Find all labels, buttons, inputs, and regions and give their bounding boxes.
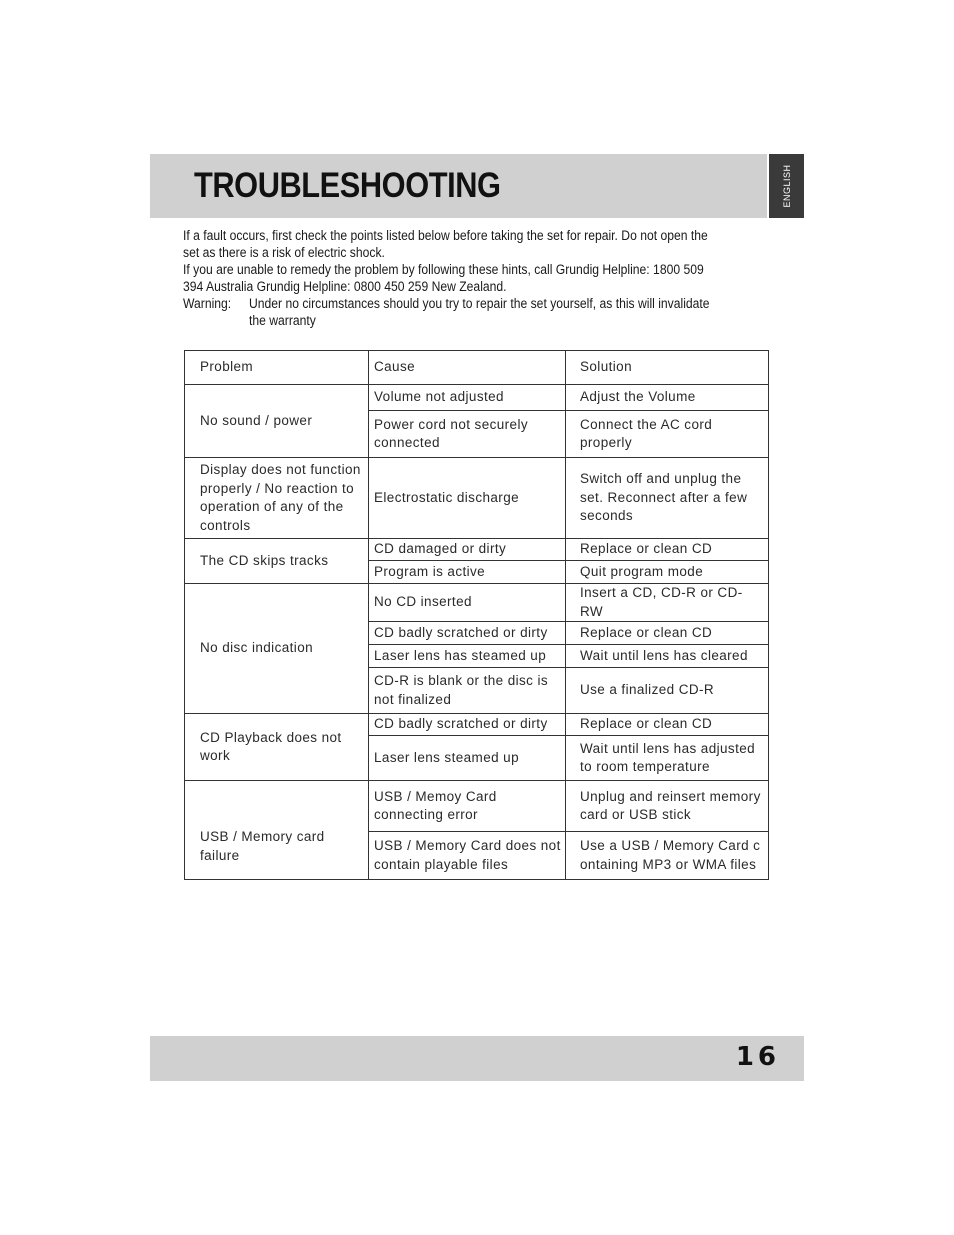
solution-cell: Replace or clean CD <box>566 539 769 561</box>
warning-label: Warning: <box>183 296 232 311</box>
solution-cell: Insert a CD, CD-R or CD-RW <box>566 584 769 622</box>
table-row <box>185 714 769 736</box>
solution-cell: Adjust the Volume <box>566 385 769 411</box>
table-row <box>185 458 769 539</box>
page-title: TROUBLESHOOTING <box>194 166 501 205</box>
warning-text: the warranty <box>249 313 316 328</box>
page-number: 16 <box>735 1042 780 1072</box>
table-row <box>185 584 769 622</box>
intro-line: 394 Australia Grundig Helpline: 0800 450 259 New Zealand. <box>183 279 507 294</box>
cause-cell: USB / Memoy Card connecting error <box>369 781 566 832</box>
cause-cell: Volume not adjusted <box>369 385 566 411</box>
table-row <box>185 539 769 561</box>
solution-cell: Replace or clean CD <box>566 622 769 645</box>
cause-cell: CD-R is blank or the disc is not finalized <box>369 668 566 714</box>
table-header-row <box>185 351 769 385</box>
solution-cell: Wait until lens has adjusted to room temperature <box>566 736 769 781</box>
intro-text <box>183 227 743 329</box>
problem-cell: USB / Memory card failure <box>185 781 369 880</box>
intro-line: If a fault occurs, first check the points listed below before taking the set for repair. Do not open the <box>183 228 708 243</box>
column-header-problem: Problem <box>185 351 369 385</box>
cause-cell: Laser lens has steamed up <box>369 645 566 668</box>
problem-cell: No sound / power <box>185 385 369 458</box>
language-tab <box>769 154 804 218</box>
problem-cell: Display does not function properly / No reaction to operation of any of the controls <box>185 458 369 539</box>
cause-cell: CD badly scratched or dirty <box>369 714 566 736</box>
cause-cell: USB / Memory Card does not contain playable files <box>369 832 566 880</box>
solution-cell: Use a finalized CD-R <box>566 668 769 714</box>
warning-note <box>183 295 743 329</box>
cause-cell: CD damaged or dirty <box>369 539 566 561</box>
cause-cell: Program is active <box>369 561 566 584</box>
solution-cell: Use a USB / Memory Card c ontaining MP3 or WMA files <box>566 832 769 880</box>
solution-cell: Wait until lens has cleared <box>566 645 769 668</box>
column-header-solution: Solution <box>566 351 769 385</box>
column-header-cause: Cause <box>369 351 566 385</box>
warning-text: Under no circumstances should you try to repair the set yourself, as this will invalidate <box>249 296 710 311</box>
solution-cell: Connect the AC cord properly <box>566 411 769 458</box>
table-row <box>185 385 769 411</box>
problem-cell: The CD skips tracks <box>185 539 369 584</box>
cause-cell: Laser lens steamed up <box>369 736 566 781</box>
cause-cell: Electrostatic discharge <box>369 458 566 539</box>
solution-cell: Quit program mode <box>566 561 769 584</box>
problem-cell: CD Playback does not work <box>185 714 369 781</box>
cause-cell: CD badly scratched or dirty <box>369 622 566 645</box>
solution-cell: Replace or clean CD <box>566 714 769 736</box>
table-row <box>185 781 769 832</box>
solution-cell: Switch off and unplug the set. Reconnect after a few seconds <box>566 458 769 539</box>
cause-cell: Power cord not securely connected <box>369 411 566 458</box>
intro-line: If you are unable to remedy the problem by following these hints, call Grundig Helpline: 1800 509 <box>183 262 704 277</box>
solution-cell: Unplug and reinsert memory card or USB stick <box>566 781 769 832</box>
cause-cell: No CD inserted <box>369 584 566 622</box>
intro-line: set as there is a risk of electric shock. <box>183 245 385 260</box>
problem-cell: No disc indication <box>185 584 369 714</box>
troubleshooting-table <box>184 350 769 880</box>
footer-band <box>150 1036 804 1081</box>
language-tab-label: ENGLISH <box>781 164 792 208</box>
